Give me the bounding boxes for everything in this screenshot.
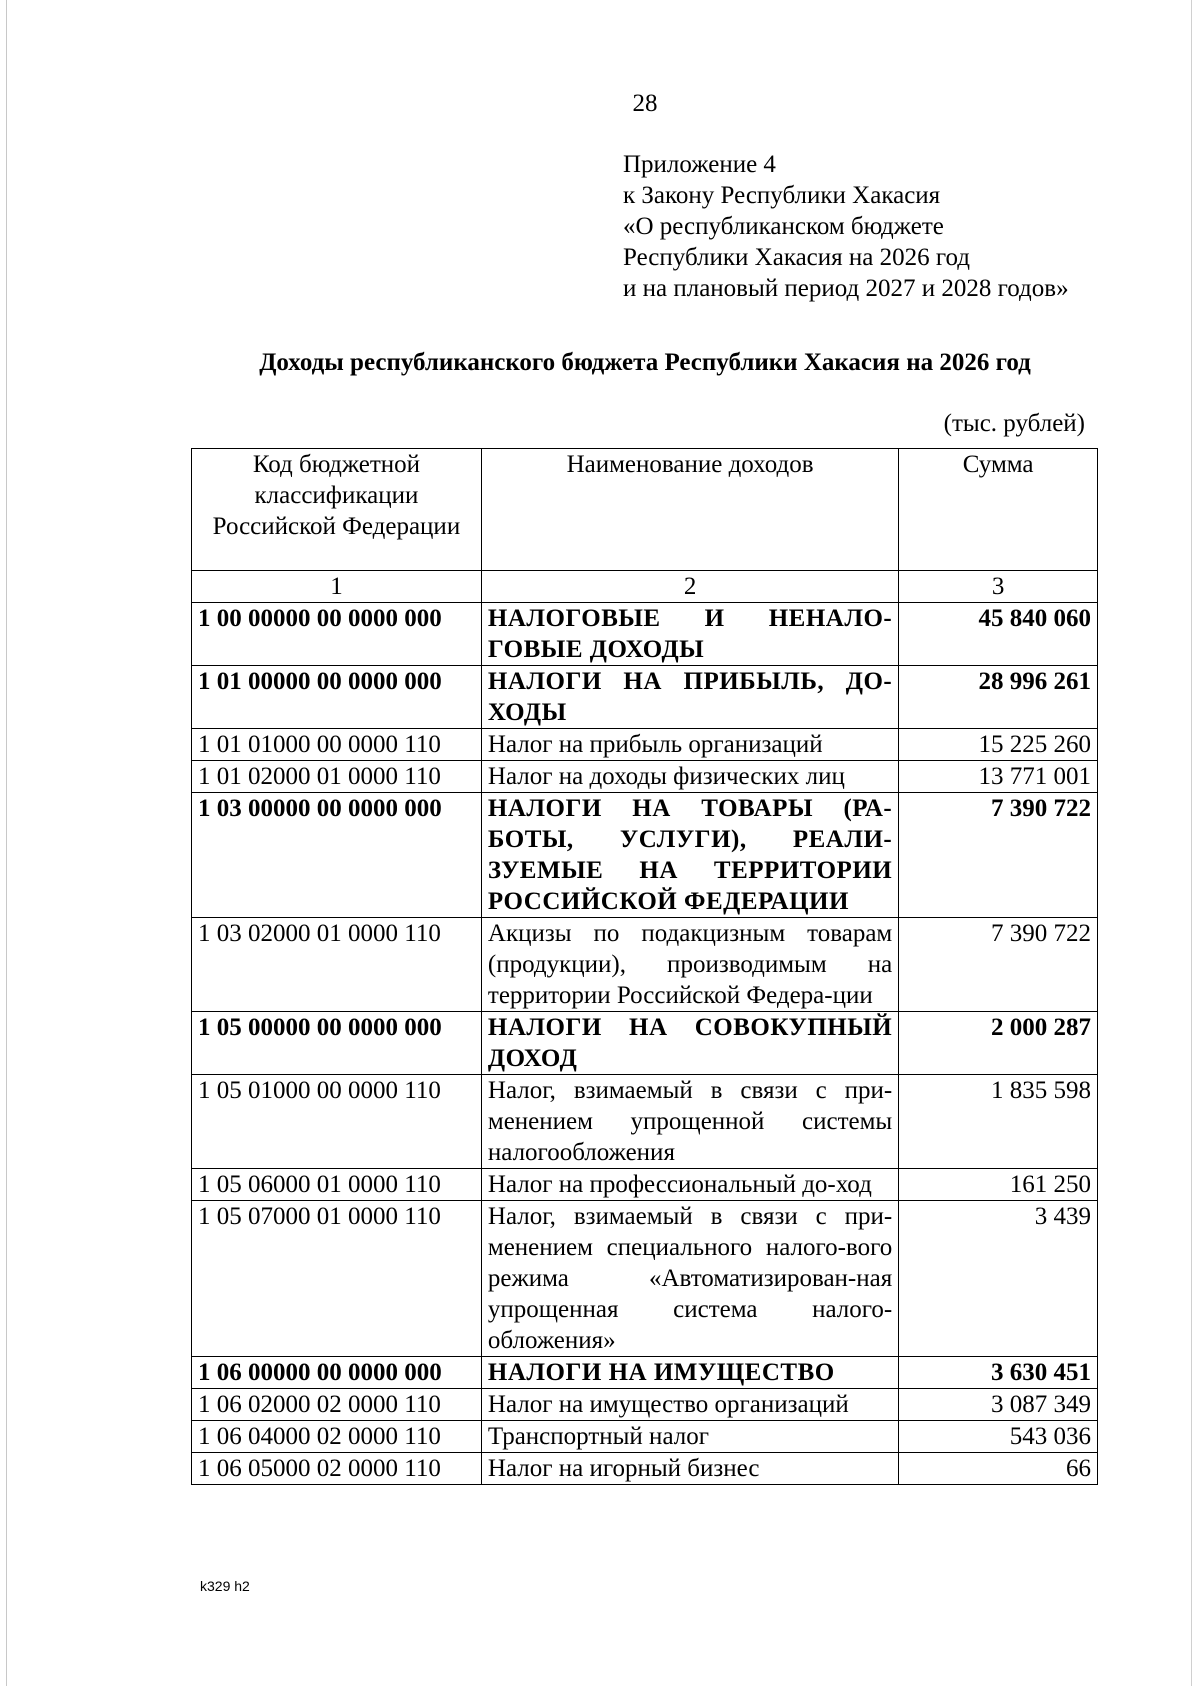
row-code: 1 03 00000 00 0000 000 [192,793,482,918]
table-row [192,603,1098,666]
footer-code: k329 h2 [200,1578,250,1594]
document-title: Доходы республиканского бюджета Республики Хакасия на 2026 год [259,349,1031,376]
table-row [192,666,1098,729]
row-sum: 7 390 722 [899,793,1098,918]
row-sum: 161 250 [899,1169,1098,1201]
row-sum: 13 771 001 [899,761,1098,793]
appendix-line: Республики Хакасия на 2026 год [623,244,971,271]
table-row [192,793,1098,918]
row-name: Транспортный налог [481,1421,898,1453]
row-sum: 543 036 [899,1421,1098,1453]
row-name: Налог на игорный бизнес [481,1453,898,1485]
appendix-line: к Закону Республики Хакасия [623,182,941,209]
table-row [192,1169,1098,1201]
column-number-row [192,571,1098,603]
row-name: Налог на профессиональный до-ход [481,1169,898,1201]
table-row [192,1421,1098,1453]
units-label: (тыс. рублей) [943,410,1085,437]
table-row [192,1075,1098,1169]
row-name: Акцизы по подакцизным товарам (продукции), производимым на территории Российской Федера-ции [481,918,898,1012]
row-code: 1 06 02000 02 0000 110 [192,1389,482,1421]
column-number: 3 [899,571,1098,603]
column-number: 1 [192,571,482,603]
row-code: 1 05 00000 00 0000 000 [192,1012,482,1075]
row-sum: 3 630 451 [899,1357,1098,1389]
row-sum: 45 840 060 [899,603,1098,666]
page-number: 28 [632,90,658,117]
row-sum: 66 [899,1453,1098,1485]
table-row [192,1453,1098,1485]
header-sum: Сумма [899,449,1098,571]
row-name: Налог на доходы физических лиц [481,761,898,793]
appendix-line: «О республиканском бюджете [623,213,944,240]
row-name: НАЛОГИ НА ПРИБЫЛЬ, ДО-ХОДЫ [481,666,898,729]
column-number: 2 [481,571,898,603]
income-table [191,448,1098,1485]
table-row [192,1012,1098,1075]
row-code: 1 05 01000 00 0000 110 [192,1075,482,1169]
row-sum: 15 225 260 [899,729,1098,761]
row-name: НАЛОГИ НА ТОВАРЫ (РА-БОТЫ, УСЛУГИ), РЕАЛИ-ЗУЕМЫЕ НА ТЕРРИТОРИИ РОССИЙСКОЙ ФЕДЕРАЦИИ [481,793,898,918]
table-header-row [192,449,1098,571]
row-name: НАЛОГИ НА СОВОКУПНЫЙ ДОХОД [481,1012,898,1075]
table-row [192,918,1098,1012]
row-sum: 28 996 261 [899,666,1098,729]
row-code: 1 06 00000 00 0000 000 [192,1357,482,1389]
row-code: 1 01 00000 00 0000 000 [192,666,482,729]
row-code: 1 05 07000 01 0000 110 [192,1201,482,1357]
row-name: Налог, взимаемый в связи с при-менением специального налого-вого режима «Автоматизирован-ная упрощенная система налого-обложения» [481,1201,898,1357]
appendix-line: Приложение 4 [623,151,776,178]
row-name: НАЛОГИ НА ИМУЩЕСТВО [481,1357,898,1389]
row-code: 1 05 06000 01 0000 110 [192,1169,482,1201]
header-name: Наименование доходов [481,449,898,571]
row-sum: 2 000 287 [899,1012,1098,1075]
table-row [192,761,1098,793]
row-code: 1 06 05000 02 0000 110 [192,1453,482,1485]
table-row [192,1357,1098,1389]
scan-edge-right [1191,0,1192,1686]
row-sum: 3 439 [899,1201,1098,1357]
row-name: Налог на имущество организаций [481,1389,898,1421]
row-code: 1 00 00000 00 0000 000 [192,603,482,666]
appendix-note [623,149,1069,304]
row-sum: 1 835 598 [899,1075,1098,1169]
row-sum: 3 087 349 [899,1389,1098,1421]
header-code: Код бюджетной классификации Российской Федерации [192,449,482,571]
table-row [192,1201,1098,1357]
row-name: НАЛОГОВЫЕ И НЕНАЛО-ГОВЫЕ ДОХОДЫ [481,603,898,666]
table-row [192,729,1098,761]
row-sum: 7 390 722 [899,918,1098,1012]
row-code: 1 06 04000 02 0000 110 [192,1421,482,1453]
row-code: 1 01 02000 01 0000 110 [192,761,482,793]
appendix-line: и на плановый период 2027 и 2028 годов» [623,275,1069,302]
row-name: Налог на прибыль организаций [481,729,898,761]
table-row [192,1389,1098,1421]
row-code: 1 03 02000 01 0000 110 [192,918,482,1012]
scan-edge-left [6,0,7,1686]
row-name: Налог, взимаемый в связи с при-менением упрощенной системы налогообложения [481,1075,898,1169]
row-code: 1 01 01000 00 0000 110 [192,729,482,761]
